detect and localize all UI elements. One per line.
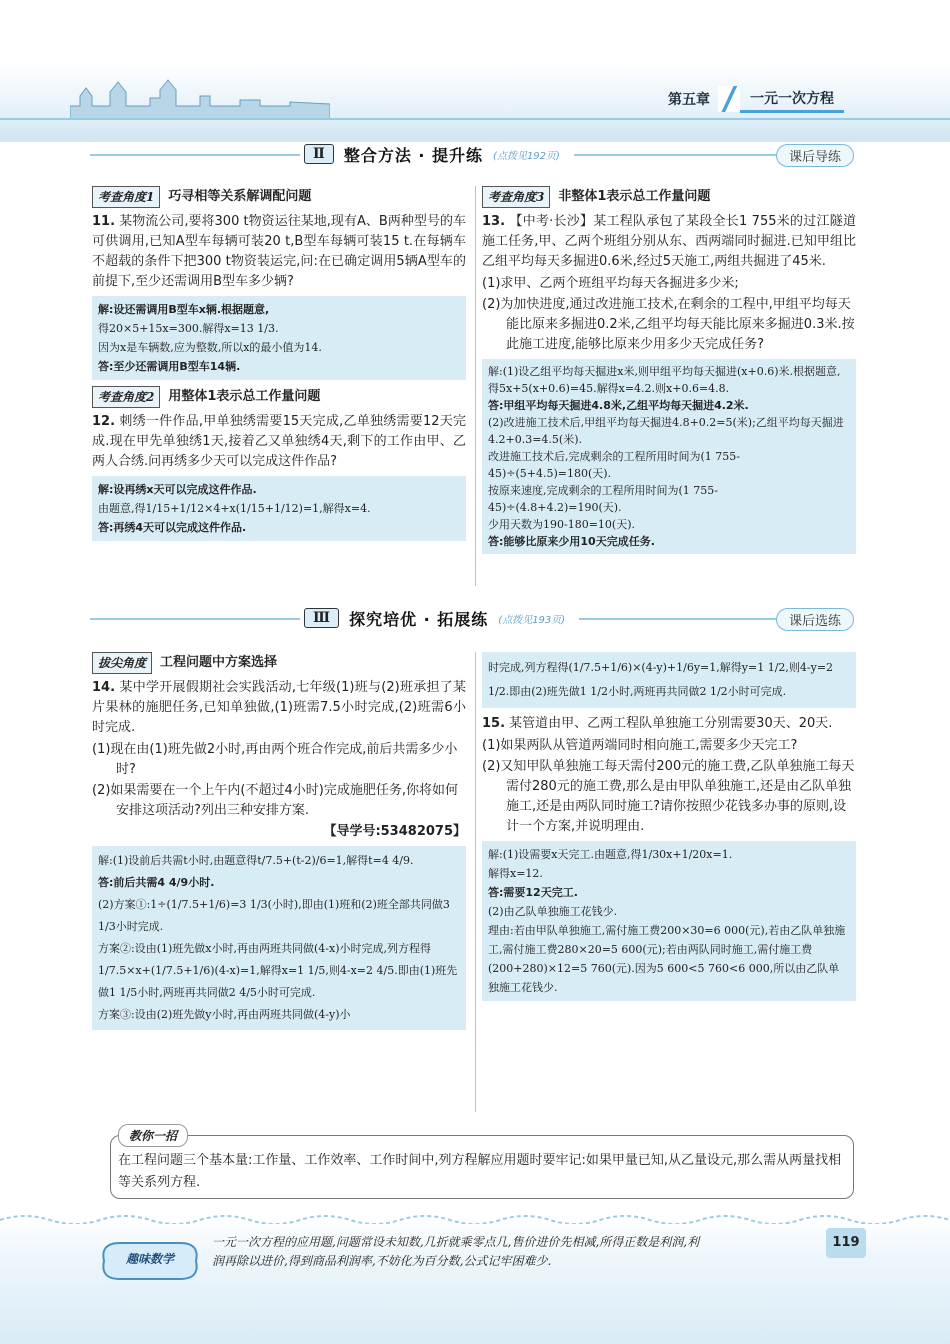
angle-label: 考查角度3 — [482, 186, 550, 208]
question-13-part2: (2)为加快进度,通过改进施工技术,在剩余的工程中,甲组平均每天能比原来多掘进0.2米,乙组平均每天能比原来多掘进0.3米.按此施工进度,能够比原来少用多少天完成任务? — [482, 297, 855, 352]
answer-line: 答:前后共需4 4/9小时. — [98, 876, 215, 889]
column-divider — [475, 186, 476, 586]
section-note: (点拨见193页) — [498, 614, 566, 626]
section-title: 探究培优 · 拓展练 — [349, 609, 489, 629]
section-title: 整合方法 · 提升练 — [343, 145, 484, 165]
answer-line: 答:再绣4天可以完成这件作品. — [98, 521, 247, 534]
question-14-part2: (2)如果需要在一个上午内(不超过4小时)完成施肥任务,你将如何安排这项活动?列出三种安排方案. — [92, 783, 458, 818]
section-tag: 课后选练 — [776, 608, 854, 631]
section-numeral: Ⅲ — [304, 608, 339, 628]
question-13-part1: (1)求甲、乙两个班组平均每天各掘进多少米; — [482, 276, 739, 291]
question-12 — [92, 412, 466, 472]
answer-line: (2)由乙队单独施工花钱少. — [488, 905, 618, 918]
answer-11 — [92, 296, 466, 380]
answer-line: 因为x是车辆数,应为整数,所以x的最小值为14. — [98, 341, 322, 354]
column-divider — [475, 652, 476, 1112]
question-11 — [92, 212, 466, 292]
page-number: 119 — [826, 1228, 866, 1258]
question-number: 11. — [92, 214, 116, 229]
answer-line: 解:设再绣x天可以完成这件作品. — [98, 483, 257, 496]
section-tag: 课后导练 — [776, 144, 854, 167]
right-column-section3 — [482, 652, 856, 1007]
angle-heading-2 — [92, 386, 466, 408]
section-banner-2 — [0, 142, 950, 168]
section-banner-3 — [0, 606, 950, 632]
question-number: 14. — [92, 680, 116, 695]
question-text: 某物流公司,要将300 t物资运往某地,现有A、B两种型号的车可供调用,已知A型车每辆可装20 t,B型车每辆可装15 t.在每辆车不超载的条件下把300 t物资装运完,问:在已确定调用5辆A型车的前提下,至少还需调用B型车多少辆? — [92, 214, 467, 289]
answer-line: 方案②:设由(1)班先做x小时,再由两班共同做(4-x)小时完成,列方程得1/7.5×x+(1/7.5+1/6)(4-x)=1,解得x=1 1/5,则4-x=2 4/5.即由(1)班先做1 1/5小时,两班再共同做2 4/5小时可完成. — [98, 942, 458, 999]
badge-label: 趣味数学 — [125, 1252, 174, 1266]
footer-rhyme — [212, 1233, 812, 1271]
question-13 — [482, 212, 856, 272]
question-text: 刺绣一件作品,甲单独绣需要15天完成,乙单独绣需要12天完成.现在甲先单独绣1天,接着乙又单独绣4天,剩下的工作由甲、乙两人合绣.问再绣多少天可以完成这件作品? — [92, 414, 466, 469]
answer-14 — [92, 846, 466, 1030]
answer-line: 解:(1)设前后共需t小时,由题意得t/7.5+(t-2)/6=1,解得t=4 4/9. — [98, 854, 414, 867]
left-column-section3 — [92, 652, 466, 1036]
angle-label: 拔尖角度 — [92, 652, 152, 674]
question-text: 【中考·长沙】某工程队承包了某段全长1 755米的过江隧道施工任务,甲、乙两个班组分别从东、西两端同时掘进.已知甲组比乙组平均每天多掘进0.6米,经过5天施工,两组共掘进了45米. — [482, 214, 856, 269]
chapter-title: 一元一次方程 — [740, 86, 844, 113]
answer-line: 理由:若由甲队单独施工,需付施工费200×30=6 000(元),若由乙队单独施工,需付施工费280×20=5 600(元);若由两队同时施工,需付施工费(200+280)×12=5 760(元).因为5 600<5 760<6 000,所以由乙队单独施工花钱少. — [488, 924, 846, 994]
answer-line: 改进施工技术后,完成剩余的工程所用时间为(1 755-45)÷(5+4.5)=180(天). — [488, 450, 740, 480]
answer-line: 答:至少还需调用B型车14辆. — [98, 360, 241, 373]
angle-label: 考查角度1 — [92, 186, 160, 208]
answer-line: 解得x=12. — [488, 867, 543, 880]
chapter-number: 第五章 — [668, 92, 710, 108]
footer-wave — [0, 1212, 950, 1224]
question-14 — [92, 678, 466, 738]
question-14-part1: (1)现在由(1)班先做2小时,再由两个班合作完成,前后共需多少小时? — [92, 742, 458, 777]
answer-12 — [92, 476, 466, 541]
answer-14-continued — [482, 652, 856, 708]
question-15-part2: (2)又知甲队单独施工每天需付200元的施工费,乙队单独施工每天需付280元的施工费,那么是由甲队单独施工,还是由乙队单独施工,还是由两队同时施工?请你按照少花钱多办事的原则,设计一个方案,并说明理由. — [482, 759, 855, 834]
question-number: 15. — [482, 716, 506, 731]
question-number: 13. — [482, 214, 506, 229]
rhyme-line: 一元一次方程的应用题,问题常设未知数,几折就乘零点几,售价进价先相减,所得正数是利润,利 — [212, 1235, 700, 1249]
question-number: 12. — [92, 414, 116, 429]
right-column-section2 — [482, 186, 856, 560]
answer-line: 解:设还需调用B型车x辆.根据题意, — [98, 303, 270, 316]
banner-title-box — [300, 606, 579, 630]
rhyme-line: 润再除以进价,得到商品利润率,不妨化为百分数,公式记牢困难少. — [212, 1254, 552, 1268]
angle-heading-4 — [92, 652, 466, 674]
answer-line: 少用天数为190-180=10(天). — [488, 518, 636, 531]
angle-label: 考查角度2 — [92, 386, 160, 408]
question-15 — [482, 714, 856, 734]
chapter-separator — [718, 86, 740, 112]
answer-line: 答:能够比原来少用10天完成任务. — [488, 535, 655, 548]
answer-line: 得20×5+15x=300.解得x=13 1/3. — [98, 322, 279, 335]
answer-line: 时完成,列方程得(1/7.5+1/6)×(4-y)+1/6y=1,解得y=1 1/2,则4-y=2 1/2.即由(2)班先做1 1/2小时,两班再共同做2 1/2小时可完成. — [488, 661, 834, 698]
angle-title: 非整体1表示总工作量问题 — [558, 189, 711, 204]
answer-line: (2)改进施工技术后,甲组平均每天掘进4.8+0.2=5(米);乙组平均每天掘进4.2+0.3=4.5(米). — [488, 416, 844, 446]
angle-title: 巧寻相等关系解调配问题 — [168, 189, 312, 204]
question-text: 某中学开展假期社会实践活动,七年级(1)班与(2)班承担了某片果林的施肥任务,已知单独做,(1)班需7.5小时完成,(2)班需6小时完成. — [92, 680, 466, 735]
answer-line: 由题意,得1/15+1/12×4+x(1/15+1/12)=1,解得x=4. — [98, 502, 371, 515]
angle-title: 用整体1表示总工作量问题 — [168, 389, 321, 404]
answer-line: 解:(1)设需要x天完工.由题意,得1/30x+1/20x=1. — [488, 848, 733, 861]
answer-13 — [482, 359, 856, 554]
tip-label: 教你一招 — [118, 1124, 188, 1147]
answer-line: 解:(1)设乙组平均每天掘进x米,则甲组平均每天掘进(x+0.6)米.根据题意,得5x+5(x+0.6)=45.解得x=4.2.则x+0.6=4.8. — [488, 365, 841, 395]
castle-illustration — [70, 76, 330, 120]
answer-line: 按原来速度,完成剩余的工程所用时间为(1 755-45)÷(4.8+4.2)=190(天). — [488, 484, 718, 514]
chapter-heading — [660, 86, 844, 112]
answer-15 — [482, 841, 856, 1001]
tip-text: 在工程问题三个基本量:工作量、工作效率、工作时间中,列方程解应用题时要牢记:如果甲量已知,从乙量设元,那么需从两量找相等关系列方程. — [118, 1153, 842, 1190]
answer-line: 答:甲组平均每天掘进4.8米,乙组平均每天掘进4.2米. — [488, 399, 749, 412]
angle-heading-1 — [92, 186, 466, 208]
question-text: 某管道由甲、乙两工程队单独施工分别需要30天、20天. — [509, 716, 833, 731]
section-note: (点拨见192页) — [493, 150, 560, 162]
question-15-part1: (1)如果两队从管道两端同时相向施工,需要多少天完工? — [482, 738, 798, 753]
answer-line: 答:需要12天完工. — [488, 886, 578, 899]
left-column-section2 — [92, 186, 466, 547]
banner-title-box — [300, 142, 574, 166]
answer-line: (2)方案①:1÷(1/7.5+1/6)=3 1/3(小时),即由(1)班和(2)班全部共同做3 1/3小时完成. — [98, 898, 450, 933]
answer-line: 方案③:设由(2)班先做y小时,再由两班共同做(4-y)小 — [98, 1008, 351, 1021]
study-reference: 【导学号:53482075】 — [323, 824, 466, 839]
angle-title: 工程问题中方案选择 — [160, 655, 278, 670]
section-numeral: Ⅱ — [304, 144, 334, 164]
header-rule — [0, 118, 950, 120]
angle-heading-3 — [482, 186, 856, 208]
